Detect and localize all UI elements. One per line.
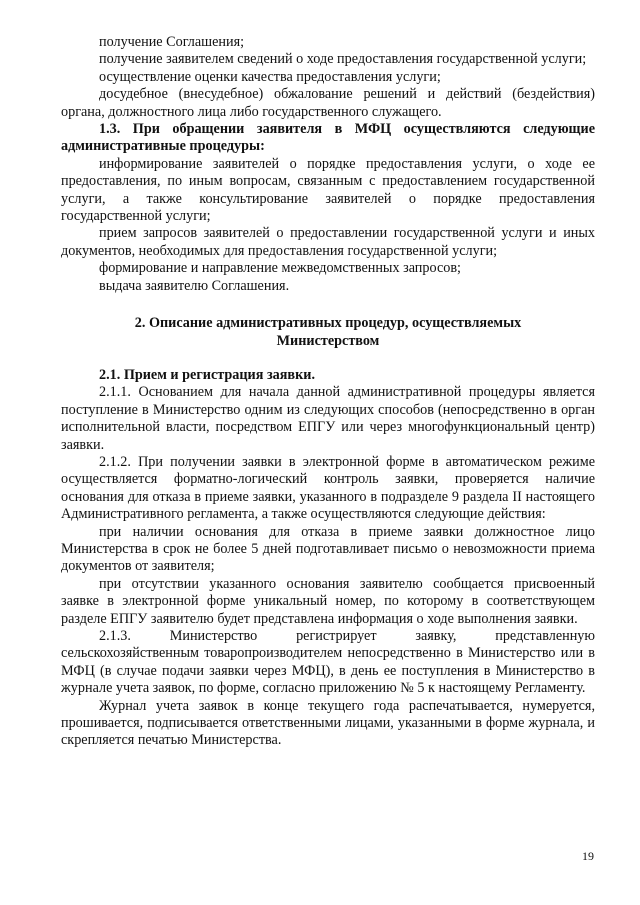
paragraph: Журнал учета заявок в конце текущего года распечатывается, нумеруется, прошивается, подписывается ответственными лицами, указанными в форме журнала, и скрепляется печатью Министерства. [61,697,595,749]
paragraph: 2.1.3. Министерство регистрирует заявку, представленную сельскохозяйственным товаропроизводителем непосредственно в Министерство или в МФЦ (в случае подачи заявки через МФЦ), в день ее поступления в Министерство в журнале учета заявок, по форме, согласно приложению № 5 к настоящему Регламенту. [61,628,595,697]
paragraph: получение Соглашения; [99,34,245,50]
paragraph: прием запросов заявителей о предоставлении государственной услуги и иных документов, необходимых для предоставления государственной услуги; [61,225,595,259]
paragraph: выдача заявителю Соглашения. [99,277,290,294]
paragraph: информирование заявителей о порядке предоставления услуги, о ходе ее предоставления, по иным вопросам, связанным с предоставлением государственной услуги, а также консультирование заявителей о порядке предоставления государственной услуги; [61,155,595,225]
paragraph: осуществление оценки качества предоставления услуги; [99,68,441,85]
paragraph: при наличии основания для отказа в приеме заявки должностное лицо Министерства в срок не более 5 дней подготавливает письмо о невозможности приема документов от заявителя; [61,523,595,575]
paragraph: 2.1.1. Основанием для начала данной административной процедуры является поступление в Министерство одним из следующих способов (непосредственно в орган исполнительной власти, посредством ЕПГУ или через многофункциональный центр) заявки. [61,384,595,453]
paragraph: при отсутствии указанного основания заявителю сообщается присвоенный заявке в электронной форме уникальный номер, по которому в соответствующем разделе ЕПГУ заявителю будет представлена информация о ходе выполнения заявки. [61,575,595,627]
paragraph: 2.1.2. При получении заявки в электронной форме в автоматическом режиме осуществляется форматно-логический контроль заявки, проверяется наличие основания для отказа в приеме заявки, указанного в подразделе 9 раздела II настоящего Административного регламента, а также осуществляются следующие действия: [61,453,595,523]
paragraph: получение заявителем сведений о ходе предоставления государственной услуги; [99,51,587,68]
page-number: 19 [582,849,594,863]
paragraph: досудебное (внесудебное) обжалование решений и действий (бездействия) органа, должностного лица либо государственного служащего. [61,86,595,120]
document-page [61,34,595,750]
heading-2-1: 2.1. Прием и регистрация заявки. [99,366,315,383]
section-2-title: 2. Описание административных процедур, осуществляемых Министерством [134,315,522,349]
heading-1-3: 1.3. При обращении заявителя в МФЦ осуществляются следующие административные процедуры: [61,121,595,155]
paragraph: формирование и направление межведомственных запросов; [99,260,461,277]
